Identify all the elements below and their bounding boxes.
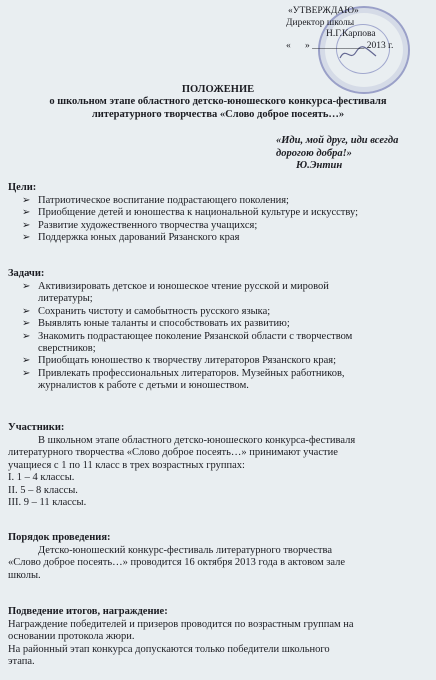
results-heading: Подведение итогов, награждение: (8, 606, 168, 617)
tasks-heading: Задачи: (8, 268, 45, 279)
results-text: Награждение победителей и призеров проводится по возрастным группам на основании протокола жюри. На районный этап конкурса допускаются только победители школьного этапа. (8, 619, 354, 668)
epigraph-line2: дорогою добра!» (276, 147, 352, 159)
arrow-bullet-icon: ➢ (22, 219, 31, 231)
document-subtitle-line1: о школьном этапе областного детско-юношеского конкурса-фестиваля (49, 96, 387, 107)
arrow-bullet-icon: ➢ (22, 207, 31, 219)
list-item: ➢ Развитие художественного творчества учащихся; (22, 219, 258, 231)
procedure-heading: Порядок проведения: (8, 532, 111, 543)
list-item: ➢ Сохранить чистоту и самобытность русского языка; (22, 305, 271, 317)
approval-block (286, 6, 393, 52)
epigraph (276, 135, 398, 173)
participants-text: В школьном этапе областного детско-юношеского конкурса-фестиваля литературного творчества «Слово доброе посеять…» принимают участие учащиеся с 1 по 11 класс в трех возрастных группах: I. 1 – 4 классы. II. 5 – 8 классы. III. 9 – 11 классы. (8, 435, 356, 509)
document-title: ПОЛОЖЕНИЕ (181, 84, 255, 95)
list-item: ➢ Приобщать юношество к творчеству литераторов Рязанского края; (22, 355, 336, 367)
approval-name: Н.Г.Карпова (326, 29, 376, 39)
arrow-bullet-icon: ➢ (22, 281, 31, 292)
list-item: ➢ Знакомить подрастающее поколение Рязанской области с творчеством сверстников; (22, 330, 353, 355)
arrow-bullet-icon: ➢ (22, 232, 31, 244)
document-subtitle-line2: литературного творчества «Слово доброе посеять…» (91, 109, 345, 120)
approval-label: «УТВЕРЖДАЮ» (288, 6, 359, 16)
list-item: ➢ Поддержка юных дарований Рязанского края (22, 232, 240, 244)
approval-date: « » ___________ 2013 г. (286, 40, 394, 51)
approval-director: Директор школы (286, 17, 355, 28)
arrow-bullet-icon: ➢ (22, 330, 31, 342)
list-item: ➢ Выявлять юные таланты и способствовать их развитию; (22, 318, 290, 330)
arrow-bullet-icon: ➢ (22, 318, 31, 330)
arrow-bullet-icon: ➢ (22, 195, 31, 206)
tasks-list (22, 281, 352, 393)
procedure-text: Детско-юношеский конкурс-фестиваль литературного творчества «Слово доброе посеять…» проводится 16 октября 2013 года в актовом зале школы. (8, 545, 346, 581)
goals-heading: Цели: (8, 182, 37, 193)
arrow-bullet-icon: ➢ (22, 367, 31, 379)
arrow-bullet-icon: ➢ (22, 305, 31, 317)
epigraph-author: Ю.Энтин (296, 160, 343, 171)
participants-heading: Участники: (8, 422, 65, 433)
list-item: ➢ Привлекать профессиональных литераторов. Музейных работников, журналистов к работе с детьми и юношеством. (22, 367, 345, 392)
list-item: ➢ Приобщение детей и юношества к национальной культуре и искусству; (22, 207, 359, 219)
list-item: ➢ Патриотическое воспитание подрастающего поколения; (22, 195, 289, 206)
goals-list (22, 195, 358, 245)
list-item: ➢ Активизировать детское и юношеское чтение русской и мировой литературы; (22, 281, 329, 305)
arrow-bullet-icon: ➢ (22, 355, 31, 367)
epigraph-line1: «Иди, мой друг, иди всегда (276, 135, 399, 146)
